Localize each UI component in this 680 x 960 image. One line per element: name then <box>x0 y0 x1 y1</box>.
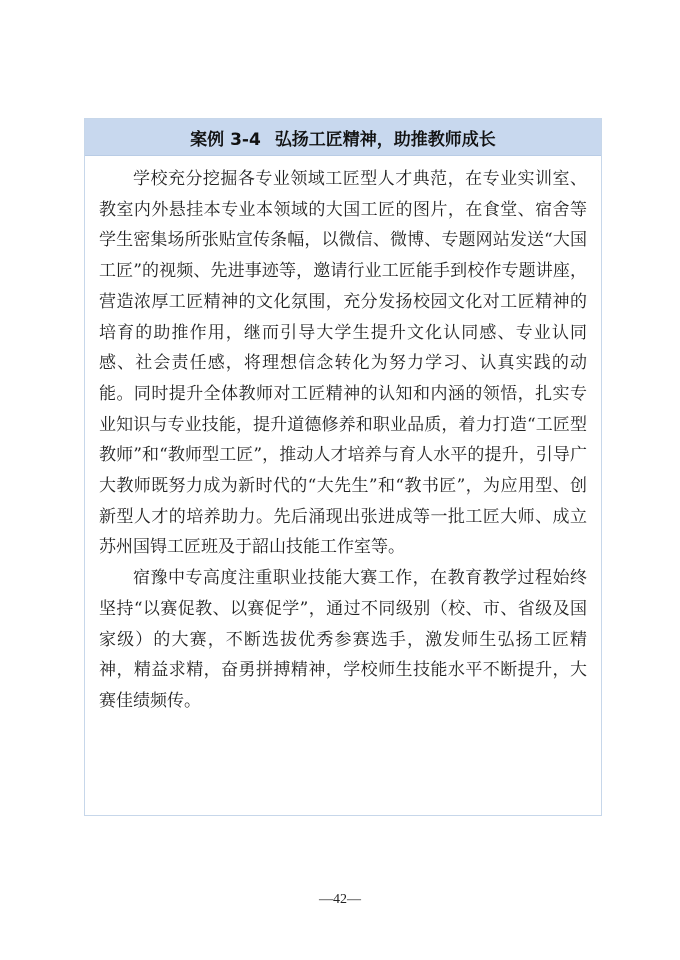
case-study-box <box>84 118 602 816</box>
case-paragraph-2: 宿豫中专高度注重职业技能大赛工作，在教育教学过程始终坚持“以赛促教、以赛促学”，通过不同级别（校、市、省级及国家级）的大赛，不断选拔优秀参赛选手，激发师生弘扬工匠精神，精益求精，奋勇拼搏精神，学校师生技能水平不断提升，大赛佳绩频传。 <box>99 568 587 711</box>
case-body <box>85 156 601 717</box>
case-header <box>85 119 601 156</box>
case-number: 案例 3-4 <box>190 129 261 150</box>
case-paragraph-1: 学校充分挖掘各专业领域工匠型人才典范，在专业实训室、教室内外悬挂本专业本领域的大国工匠的图片，在食堂、宿舍等学生密集场所张贴宣传条幅，以微信、微博、专题网站发送“大国工匠”的视频、先进事迹等，邀请行业工匠能手到校作专题讲座，营造浓厚工匠精神的文化氛围，充分发扬校园文化对工匠精神的培育的助推作用，继而引导大学生提升文化认同感、专业认同感、社会责任感，将理想信念转化为努力学习、认真实践的动能。同时提升全体教师对工匠精神的认知和内涵的领悟，扎实专业知识与专业技能，提升道德修养和职业品质，着力打造“工匠型教师”和“教师型工匠”，推动人才培养与育人水平的提升，引导广大教师既努力成为新时代的“大先生”和“教书匠”，为应用型、创新型人才的培养助力。先后涌现出张进成等一批工匠大师、成立苏州国锝工匠班及于韶山技能工作室等。 <box>99 169 587 558</box>
case-title: 弘扬工匠精神，助推教师成长 <box>274 129 496 150</box>
page-number: —42— <box>319 892 361 907</box>
